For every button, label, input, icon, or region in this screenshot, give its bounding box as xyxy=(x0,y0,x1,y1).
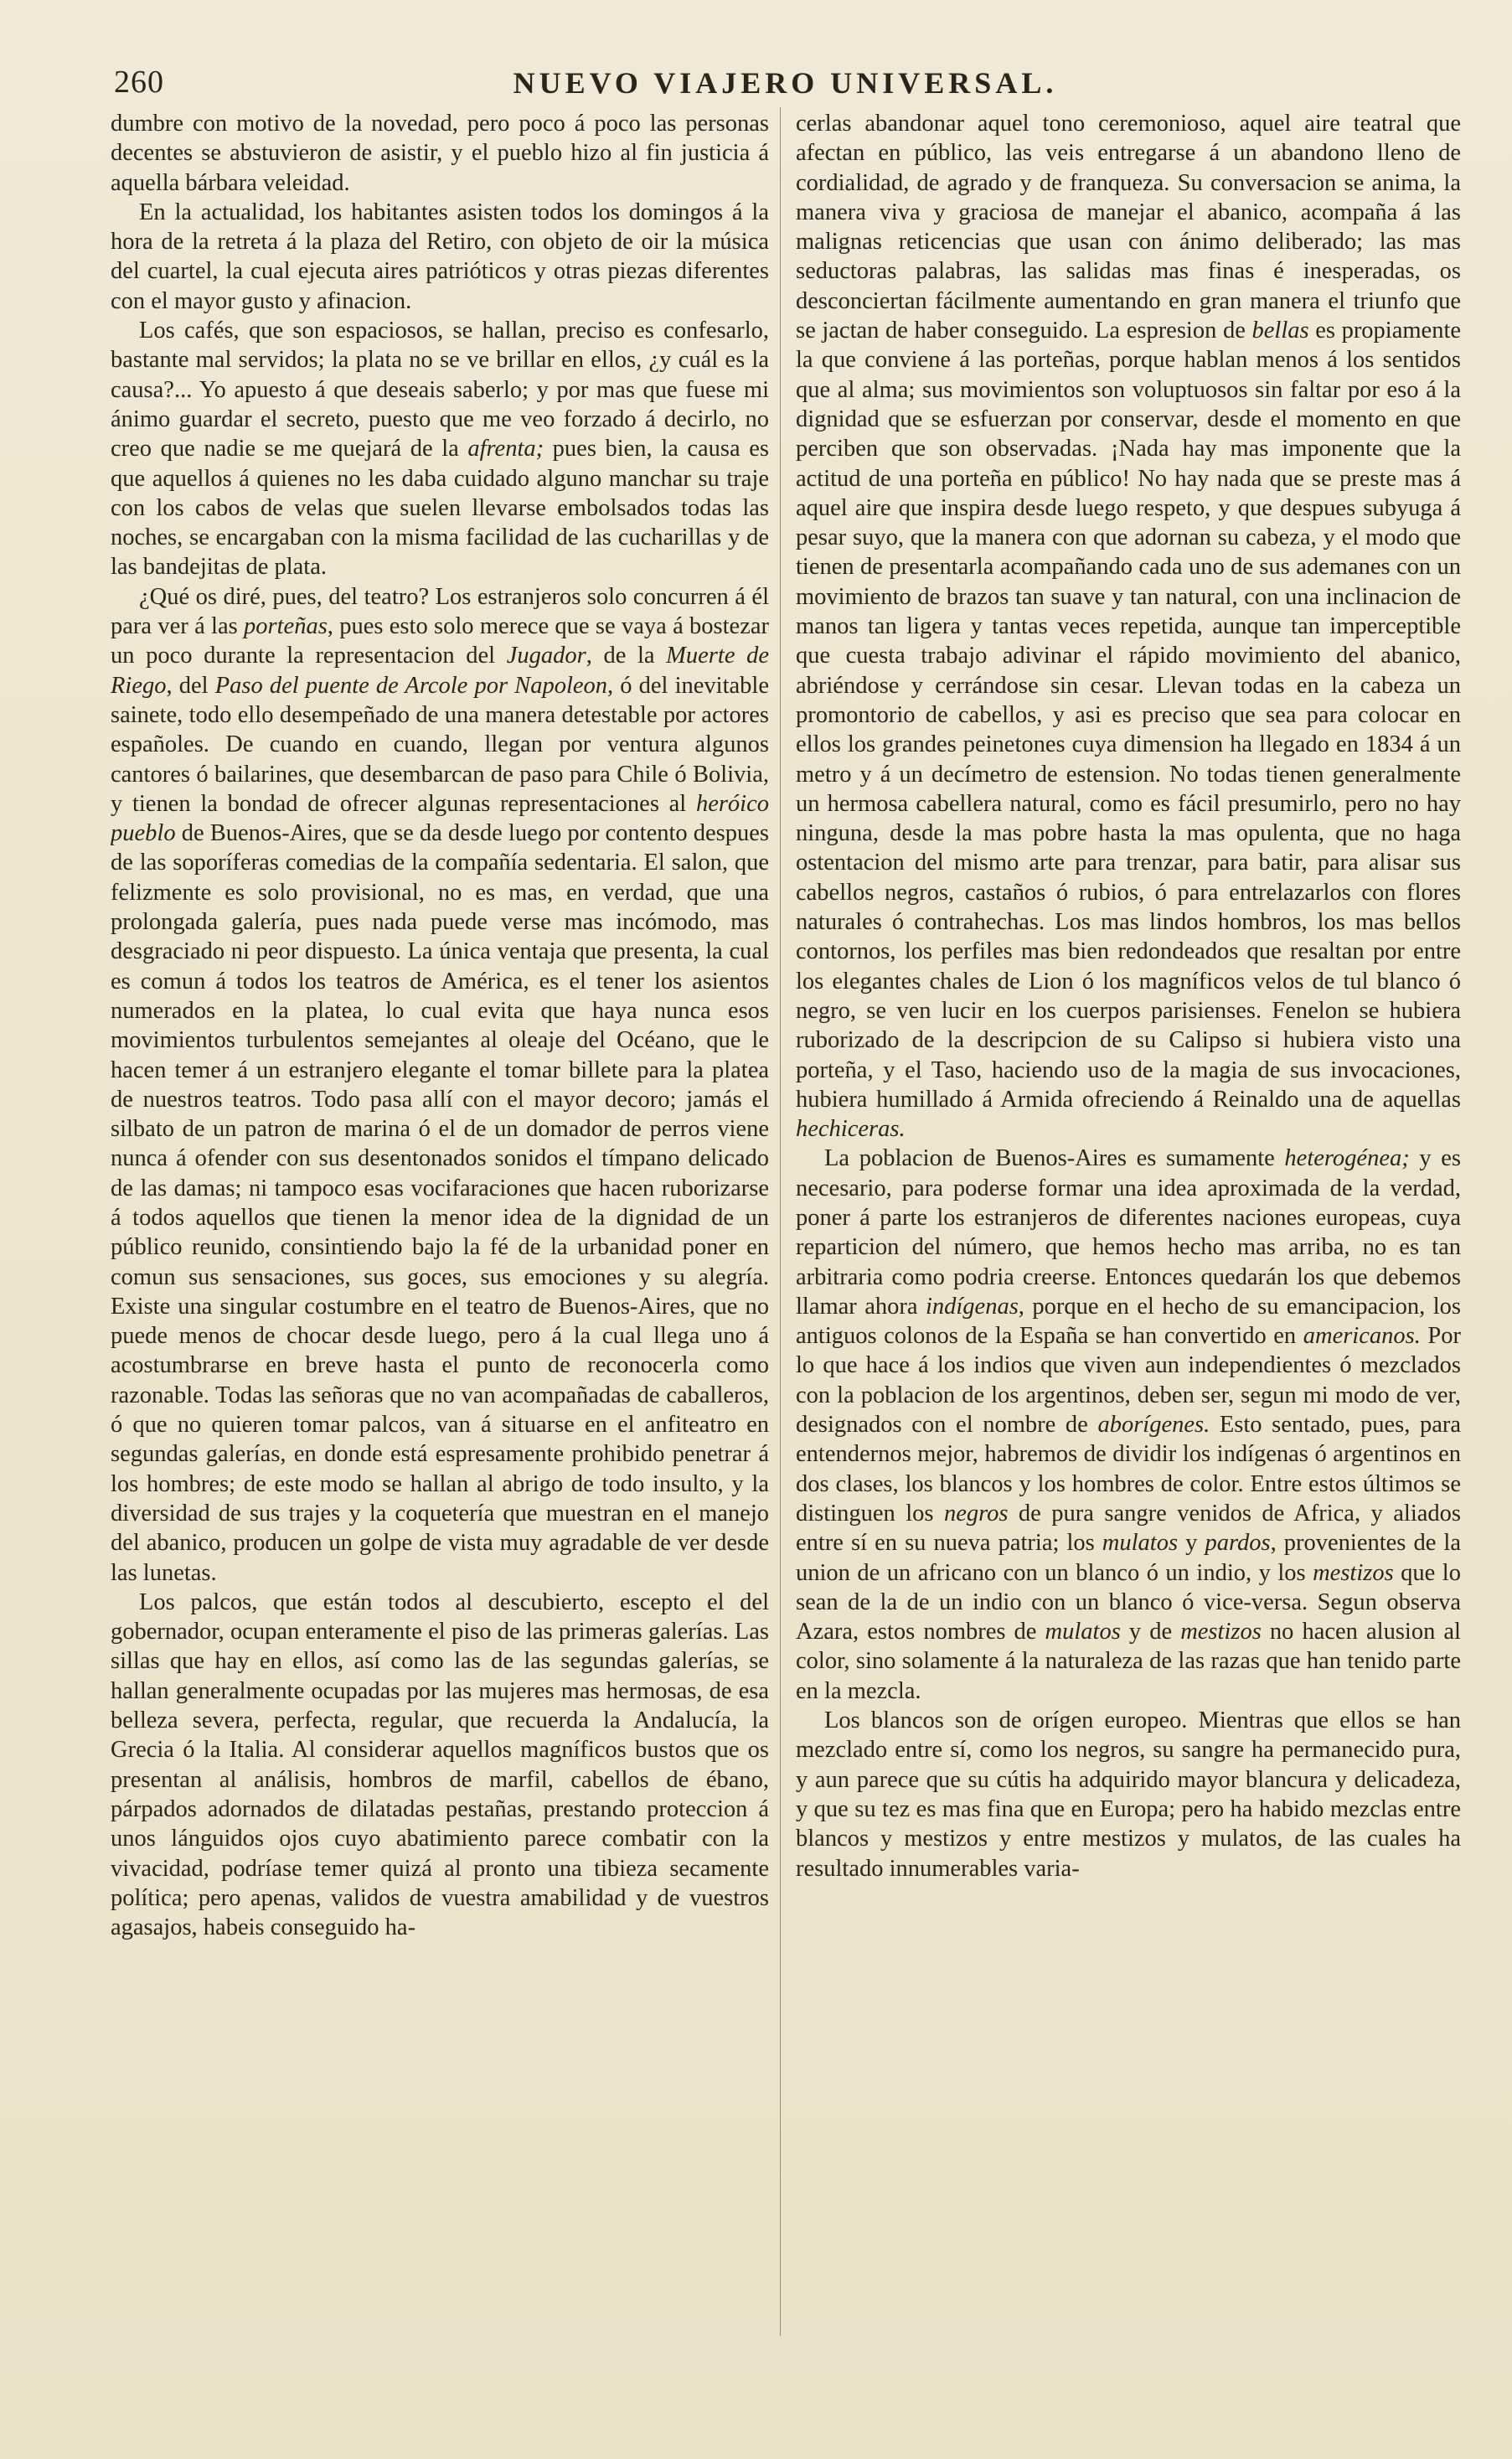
paragraph: La poblacion de Buenos-Aires es sumamente heterogénea; y es necesario, para poderse formar una idea aproximada de la verdad, poner á parte los estranjeros de diferentes naciones europeas, cuya reparticion del número, que hemos hecho mas arriba, no es tan arbitraria como podria creerse. Entonces quedarán los que debemos llamar ahora indígenas, porque en el hecho de su emancipacion, los antiguos colonos de la España se han convertido en americanos. Por lo que hace á los indios que viven aun independientes ó mezclados con la poblacion de los argentinos, deben ser, segun mi modo de ver, designados con el nombre de aborígenes. Esto sentado, pues, para entendernos mejor, habremos de dividir los indígenas ó argentinos en dos clases, los blancos y los hombres de color. Entre estos últimos se distinguen los negros de pura sangre venidos de Africa, y aliados entre sí en su nueva patria; los mulatos y pardos, provenientes de la union de un africano con un blanco ó un indio, y los mestizos que lo sean de la de un indio con un blanco ó vice-versa. Segun observa Azara, estos nombres de mulatos y de mestizos no hacen alusion al color, sino solamente á la naturaleza de las razas que han tenido parte en la mezcla. xyxy=(796,1145,1461,1704)
column-divider xyxy=(780,107,781,2336)
right-column xyxy=(796,109,1461,2338)
left-column xyxy=(111,109,769,2338)
page-number: 260 xyxy=(114,65,164,100)
paragraph: Los blancos son de orígen europeo. Mientras que ellos se han mezclado entre sí, como los negros, su sangre ha permanecido pura, y aun parece que su cútis ha adquirido mayor blancura y delicadeza, y que su tez es mas fina que en Europa; pero ha habido mezclas entre blancos y mestizos y entre mestizos y mulatos, de las cuales ha resultado innumerables varia- xyxy=(796,1707,1461,1882)
paragraph: En la actualidad, los habitantes asisten todos los domingos á la hora de la retreta á la plaza del Retiro, con objeto de oir la música del cuartel, la cual ejecuta aires patrióticos y otras piezas diferentes con el mayor gusto y afinacion. xyxy=(111,199,769,314)
running-title: NUEVO VIAJERO UNIVERSAL. xyxy=(513,66,1058,100)
paragraph: Los palcos, que están todos al descubierto, escepto el del gobernador, ocupan enteramente el piso de las primeras galerías. Las sillas que hay en ellos, así como las de las segundas galerías, se hallan generalmente ocupadas por las mujeres mas hermosas, de esa belleza severa, perfecta, regular, que recuerda la Andalucía, la Grecia ó la Italia. Al considerar aquellos magníficos bustos que os presentan al análisis, hombros de marfil, cabellos de ébano, párpados adornados de dilatadas pestañas, prestando proteccion á unos lánguidos ojos cuyo abatimiento parece combatir con la vivacidad, podríase temer quizá al pronto una tibieza secamente política; pero apenas, validos de vuestra amabilidad y de vuestros agasajos, habeis conseguido ha- xyxy=(111,1589,769,1941)
paragraph: dumbre con motivo de la novedad, pero poco á poco las personas decentes se abstuvieron de asistir, y el pueblo hizo al fin justicia á aquella bárbara veleidad. xyxy=(111,111,769,196)
paragraph: cerlas abandonar aquel tono ceremonioso, aquel aire teatral que afectan en público, las veis entregarse á un abandono lleno de cordialidad, de agrado y de franqueza. Su conversacion se anima, la manera viva y graciosa de manejar el abanico, acompaña á las malignas reticencias que usan con ánimo deliberado; las mas seductoras palabras, las salidas mas finas é inesperadas, os desconciertan fácilmente aumentando en gran manera el triunfo que se jactan de haber conseguido. La espresion de bellas es propiamente la que conviene á las porteñas, porque hablan menos á los sentidos que al alma; sus movimientos son voluptuosos sin faltar por eso á la dignidad que se esfuerzan por conservar, desde el momento en que perciben que son observadas. ¡Nada hay mas imponente que la actitud de una porteña en público! No hay nada que se preste mas á aquel aire que inspira desde luego respeto, y que despues subyuga á pesar suyo, que la manera con que adornan su cabeza, y el modo que tienen de presentarla acompañando cada uno de sus ademanes con un movimiento de brazos tan suave y tan natural, con una inclinacion de manos tan ligera y tantas veces repetida, aunque tan imperceptible que cuesta trabajo adivinar el rápido movimiento del abanico, abriéndose y cerrándose sin cesar. Llevan todas en la cabeza un promontorio de cabellos, y asi es preciso que sea para colocar en ellos los grandes peinetones cuya dimension ha llegado en 1834 á un metro y á un decímetro de estension. No todas tienen generalmente un hermosa cabellera natural, como es fácil presumirlo, pero no hay ninguna, desde la mas pobre hasta la mas opulenta, que no haga ostentacion del mismo arte para trenzar, para batir, para alisar sus cabellos negros, castaños ó rubios, ó para entrelazarlos con flores naturales ó contrahechas. Los mas lindos hombros, los mas bellos contornos, los perfiles mas bien redondeados que resaltan por entre los elegantes chales de Lion ó los magníficos velos de tul blanco ó negro, se ven lucir en los cuerpos parisienses. Fenelon se hubiera ruborizado de la descripcion de su Calipso si hubiera visto una porteña, y el Taso, haciendo uso de la magia de sus invocaciones, hubiera humillado á Armida ofreciendo á Reinaldo una de aquellas hechiceras. xyxy=(796,111,1461,1143)
paragraph: Los cafés, que son espaciosos, se hallan, preciso es confesarlo, bastante mal servidos; la plata no se ve brillar en ellos, ¿y cuál es la causa?... Yo apuesto á que deseais saberlo; y por mas que fuese mi ánimo guardar el secreto, puesto que me veo forzado á decirlo, no creo que nadie se me quejará de la afrenta; pues bien, la causa es que aquellos á quienes no les daba cuidado alguno manchar su traje con los cabos de velas que suelen llevarse embolsados todas las noches, se encargaban con la misma facilidad de las cucharillas y de las bandejitas de plata. xyxy=(111,318,769,581)
page-header xyxy=(109,60,1462,107)
paragraph: ¿Qué os diré, pues, del teatro? Los estranjeros solo concurren á él para ver á las porteñas, pues esto solo merece que se vaya á bostezar un poco durante la representacion del Jugador, de la Muerte de Riego, del Paso del puente de Arcole por Napoleon, ó del inevitable sainete, todo ello desempeñado de una manera detestable por actores españoles. De cuando en cuando, llegan por ventura algunos cantores ó bailarines, que desembarcan de paso para Chile ó Bolivia, y tienen la bondad de ofrecer algunas representaciones al heróico pueblo de Buenos-Aires, que se da desde luego por contento despues de las soporíferas comedias de la compañía sedentaria. El salon, que felizmente es solo provisional, no es mas, en verdad, que una prolongada galería, pues nada puede verse mas incómodo, mas desgraciado ni peor dispuesto. La única ventaja que presenta, la cual es comun á todos los teatros de América, es el tener los asientos numerados en la platea, lo cual evita que haya nunca esos movimientos turbulentos semejantes al oleaje del Océano, que le hacen temer á un estranjero elegante el tomar billete para la platea de nuestros teatros. Todo pasa allí con el mayor decoro; jamás el silbato de un patron de marina ó el de un domador de perros viene nunca á ofender con sus desentonados sonidos el tímpano delicado de las damas; ni tampoco esas vocifaraciones que hacen ruborizarse á todos aquellos que tienen la menor idea de la dignidad de un público reunido, consintiendo bajo la fé de la urbanidad poner en comun sus sensaciones, sus goces, sus emociones y su alegría. Existe una singular costumbre en el teatro de Buenos-Aires, que no puede menos de chocar desde luego, pero á la cual llega uno á acostumbrarse en breve hasta el punto de reconocerla como razonable. Todas las señoras que no van acompañadas de caballeros, ó que no quieren tomar palcos, van á situarse en el anfiteatro en segundas galerías, en donde está espresamente prohibido penetrar á los hombres; de este modo se hallan al abrigo de todo insulto, y la diversidad de sus trajes y la coquetería que muestran en el manejo del abanico, producen un golpe de vista muy agradable de ver desde las lunetas. xyxy=(111,583,769,1586)
